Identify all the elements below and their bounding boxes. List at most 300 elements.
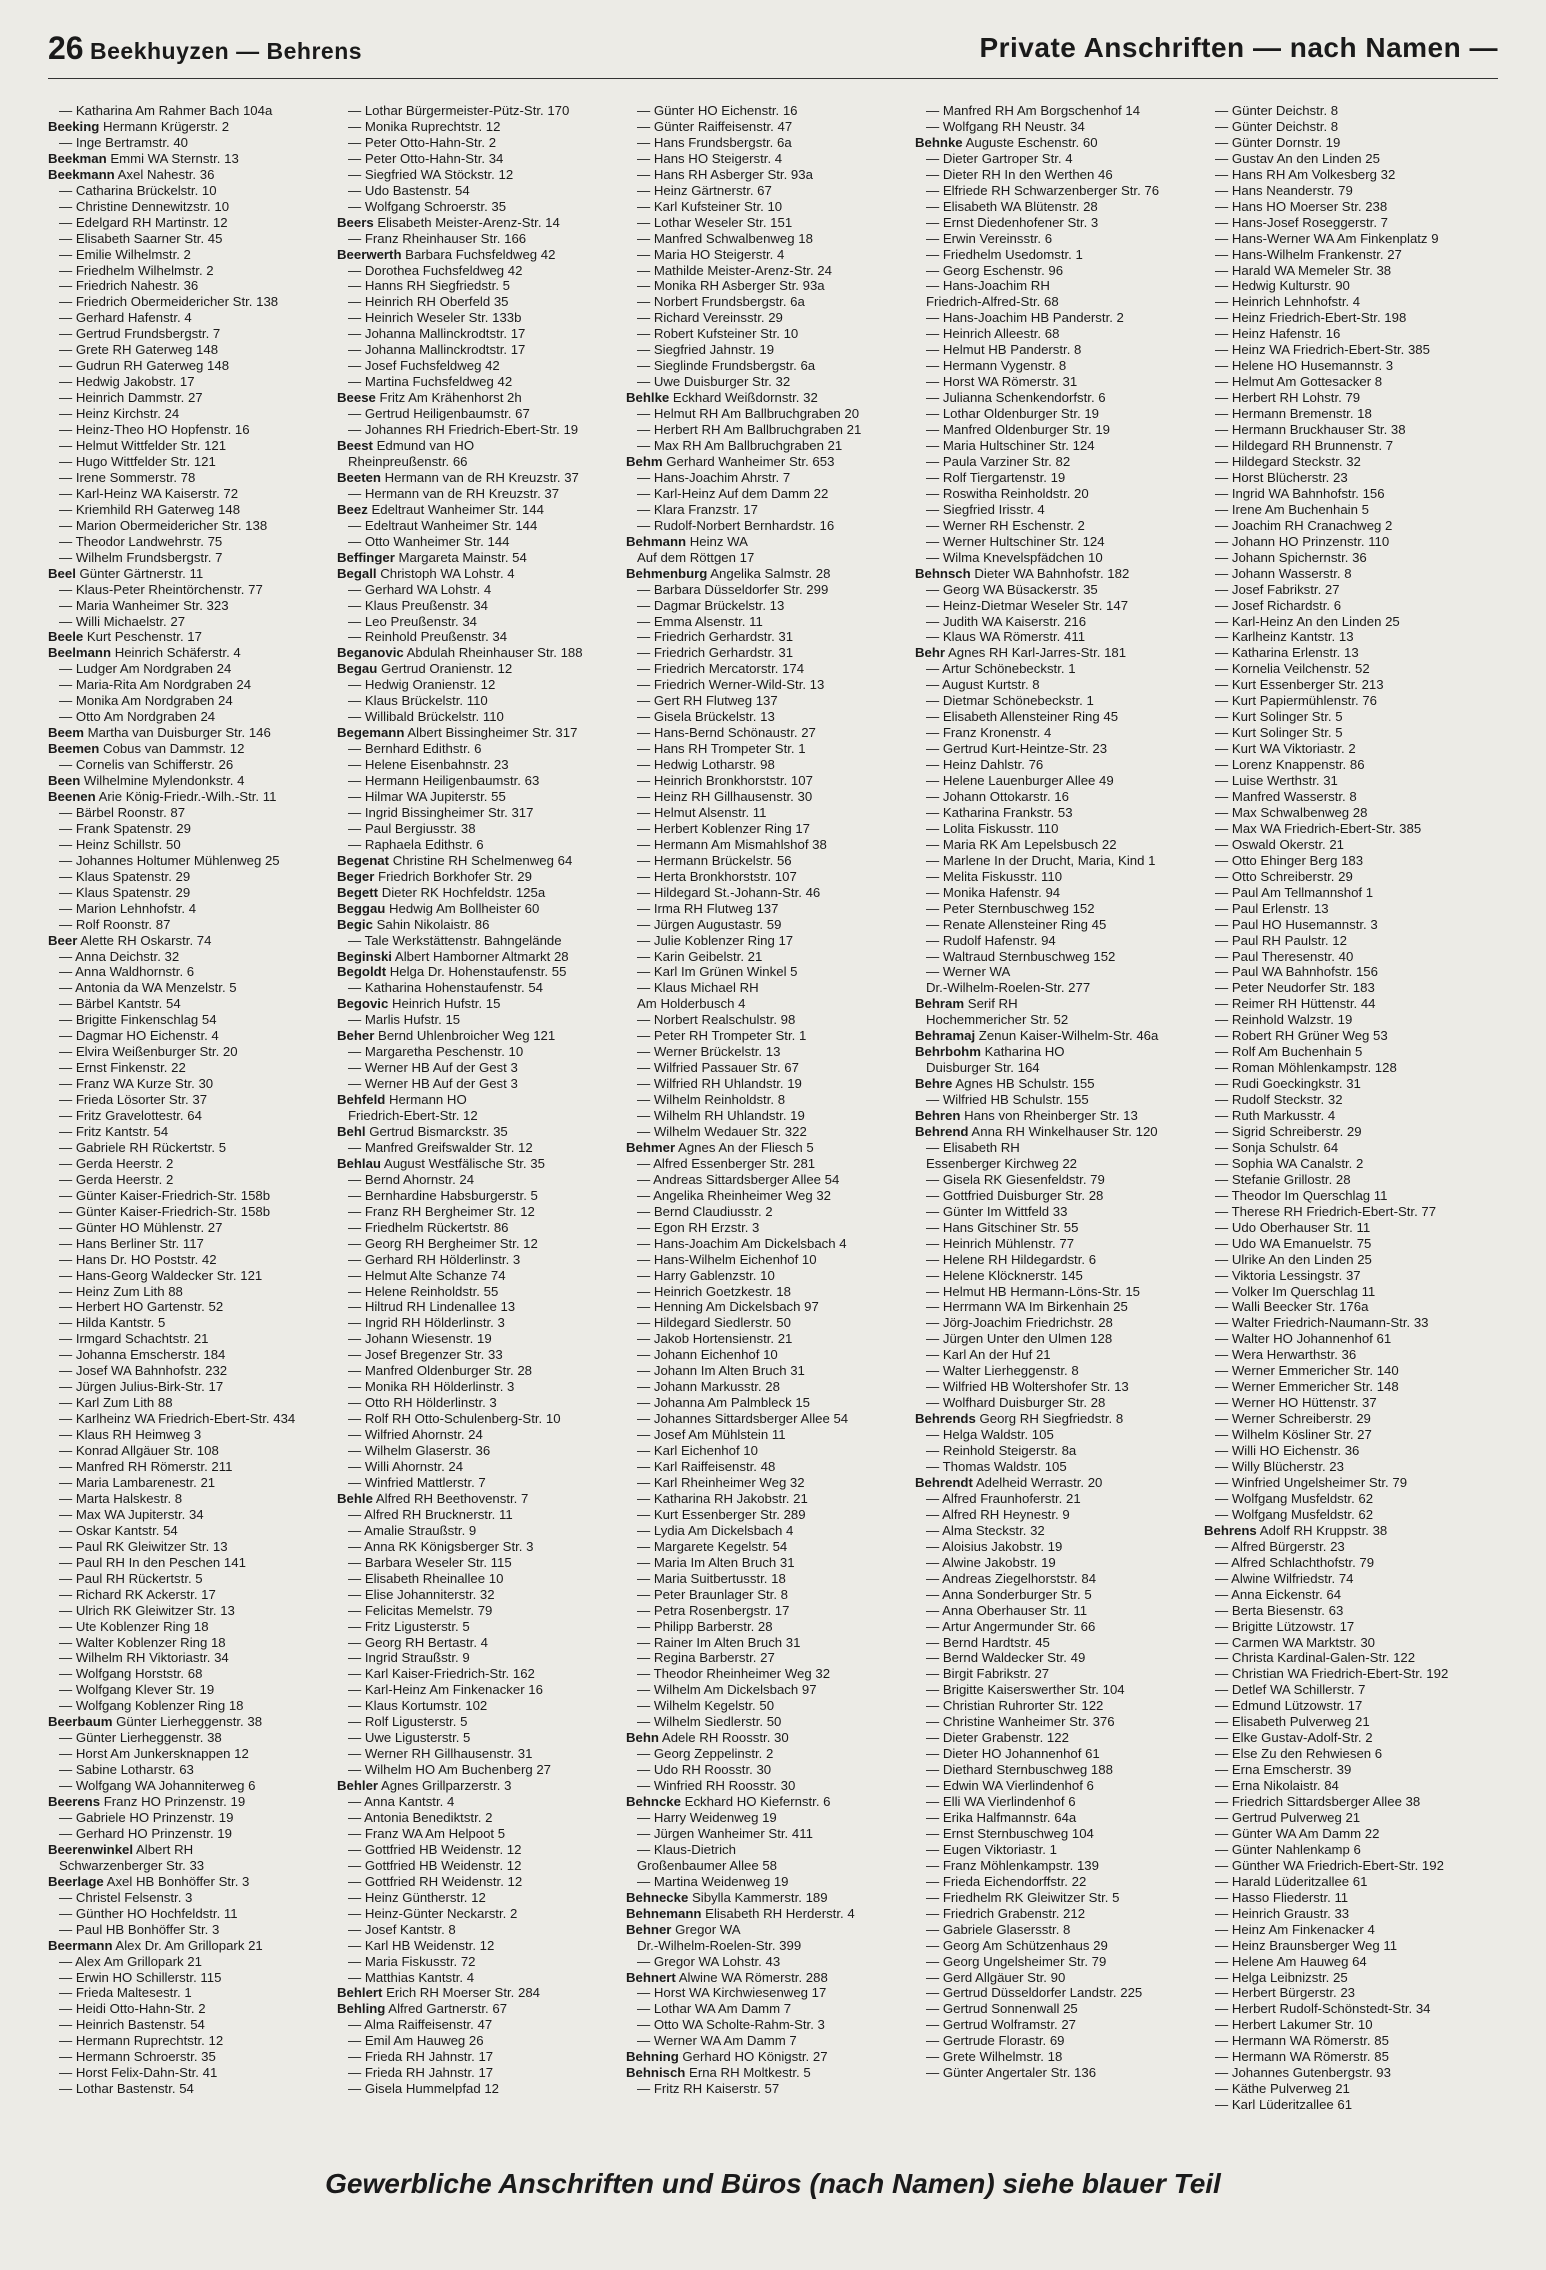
listing-entry: — Heinz Am Finkenacker 4 [1215, 1921, 1375, 1937]
listing-entry: — Dagmar HO Eichenstr. 4 [59, 1028, 219, 1044]
surname-heading: Beerwerth [337, 246, 402, 262]
listing-continuation: Dr.-Wilhelm-Roelen-Str. 277 [926, 980, 1091, 996]
listing-entry: — Rudolf Hafenstr. 94 [926, 932, 1056, 948]
listing-entry: — Hans-Bernd Schönaustr. 27 [637, 725, 816, 741]
entry-detail: Alfred RH Beethovenstr. 7 [372, 1490, 529, 1506]
listing-entry: — Klaus-Dietrich [637, 1841, 736, 1857]
listing-entry: — Gerda Heerstr. 2 [59, 1155, 174, 1171]
listing-entry: — Ingrid Straußstr. 9 [348, 1650, 470, 1666]
listing-entry: — Theodor Landwehrstr. 75 [59, 533, 223, 549]
listing-entry: — Peter RH Trompeter Str. 1 [637, 1028, 807, 1044]
listing-entry: — Heinz Dahlstr. 76 [926, 757, 1044, 773]
listing-entry: — Peter Braunlager Str. 8 [637, 1586, 788, 1602]
listing-entry: — Friedrich Werner-Wild-Str. 13 [637, 677, 825, 693]
listing-entry: — Maria-Rita Am Nordgraben 24 [59, 677, 252, 693]
listing-entry: — Horst WA Römerstr. 31 [926, 374, 1078, 390]
entry-detail: Erna RH Moltkestr. 5 [685, 2065, 811, 2081]
listing-entry: — Matthias Kantstr. 4 [348, 1969, 475, 1985]
listing-entry: — Ingrid Bissingheimer Str. 317 [348, 804, 534, 820]
listing-entry: — Heinrich Alleestr. 68 [926, 326, 1060, 342]
surname-entry [48, 645, 333, 661]
surname-entry [626, 1730, 911, 1746]
entry-detail: Arie König-Friedr.-Wilh.-Str. 11 [95, 788, 277, 804]
surname-heading: Behlke [626, 390, 670, 406]
listing-entry: — Brigitte Finkenschlag 54 [59, 1012, 217, 1028]
listing-entry: — Helmut HB Panderstr. 8 [926, 342, 1082, 358]
surname-entry [337, 390, 622, 406]
listing-entry: — Wolfgang WA Johanniterweg 6 [59, 1778, 256, 1794]
listing-entry: — Karl-Heinz An den Linden 25 [1215, 613, 1400, 629]
listing-entry: — Peter Neudorfer Str. 183 [1215, 980, 1375, 996]
listing-entry: — Maria Hultschiner Str. 124 [926, 438, 1095, 454]
listing-entry: — Werner HB Auf der Gest 3 [348, 1060, 518, 1076]
listing-entry: — Lothar Bastenstr. 54 [59, 2081, 194, 2097]
surname-entry [337, 438, 622, 454]
surname-heading: Behling [337, 2001, 386, 2017]
listing-entry: — Thomas Waldstr. 105 [926, 1459, 1067, 1475]
listing-entry: — Antonia Benediktstr. 2 [348, 1809, 493, 1825]
listing-entry: — Siegfried WA Stöckstr. 12 [348, 166, 514, 182]
listing-entry: — Inge Bertramstr. 40 [59, 134, 188, 150]
listing-continuation: Friedrich-Alfred-Str. 68 [926, 294, 1059, 310]
listing-entry: — Gottfried HB Weidenstr. 12 [348, 1857, 522, 1873]
header-name-range: Beekhuyzen — Behrens [90, 38, 363, 64]
listing-entry: — Helene Am Hauweg 64 [1215, 1953, 1367, 1969]
listing-entry: — Günter WA Am Damm 22 [1215, 1825, 1380, 1841]
entry-detail: Friedrich Borkhofer Str. 29 [374, 868, 532, 884]
listing-entry: — Harald Lüderitzallee 61 [1215, 1873, 1368, 1889]
listing-entry: — Lothar WA Am Damm 7 [637, 2001, 792, 2017]
header-rule [48, 78, 1498, 79]
listing-entry: — Friedrich Gerhardstr. 31 [637, 629, 794, 645]
listing-entry: — Franz Möhlenkampstr. 139 [926, 1857, 1099, 1873]
surname-entry [626, 2065, 911, 2081]
listing-entry: — Peter Sternbuschweg 152 [926, 900, 1095, 916]
listing-entry: — Josef Fabrikstr. 27 [1215, 581, 1340, 597]
listing-entry: — Anna Sonderburger Str. 5 [926, 1586, 1092, 1602]
listing-entry: — Udo Bastenstr. 54 [348, 182, 470, 198]
listing-entry: — Oswald Okerstr. 21 [1215, 836, 1344, 852]
surname-entry [48, 1842, 333, 1858]
listing-entry: — Heinz-Dietmar Weseler Str. 147 [926, 597, 1129, 613]
entry-detail: Adele RH Roosstr. 30 [658, 1730, 789, 1746]
listing-entry: — Fritz Gravelottestr. 64 [59, 1108, 202, 1124]
entry-detail: Heinz WA [686, 533, 748, 549]
listing-entry: — Lorenz Knappenstr. 86 [1215, 757, 1365, 773]
listing-entry: — Theodor Im Querschlag 11 [1215, 1187, 1388, 1203]
listing-entry: — Gregor WA Lohstr. 43 [637, 1953, 781, 1969]
surname-heading: Behler [337, 1778, 379, 1794]
listing-entry: — Hermann Vygenstr. 8 [926, 358, 1067, 374]
listing-entry: — Hermann Am Mismahlshof 38 [637, 836, 827, 852]
listing-entry: — Karl Rheinheimer Weg 32 [637, 1474, 805, 1490]
listing-entry: — Gottfried HB Weidenstr. 12 [348, 1841, 522, 1857]
entry-detail: Dieter WA Bahnhofstr. 182 [970, 565, 1130, 581]
entry-detail: Edeltraut Wanheimer Str. 144 [367, 501, 544, 517]
listing-entry: — Carmen WA Marktstr. 30 [1215, 1634, 1375, 1650]
entry-detail: Alex Dr. Am Grillopark 21 [112, 1937, 263, 1953]
listing-entry: — Manfred Oldenburger Str. 28 [348, 1363, 532, 1379]
listing-entry: — Johanna Emscherstr. 184 [59, 1347, 226, 1363]
surname-entry [626, 454, 911, 470]
listing-entry: — Max RH Am Ballbruchgraben 21 [637, 438, 843, 454]
listing-entry: — Christian Ruhrorter Str. 122 [926, 1698, 1104, 1714]
listing-entry: — Wilhelm Reinholdstr. 8 [637, 1092, 786, 1108]
listing-continuation: Rheinpreußenstr. 66 [348, 453, 468, 469]
entry-detail: Agnes An der Fliesch 5 [675, 1139, 814, 1155]
listing-entry: — Wilfried Passauer Str. 67 [637, 1060, 799, 1076]
listing-entry: — Sophia WA Canalstr. 2 [1215, 1155, 1364, 1171]
listing-entry: — Frieda RH Jahnstr. 17 [348, 2049, 494, 2065]
surname-entry [915, 1044, 1200, 1060]
listing-entry: — Gustav An den Linden 25 [1215, 150, 1380, 166]
listing-entry: — Peter Otto-Hahn-Str. 34 [348, 150, 504, 166]
listing-entry: — Hermann WA Römerstr. 85 [1215, 2049, 1389, 2065]
listing-entry: — Margaretha Peschenstr. 10 [348, 1044, 524, 1060]
listing-continuation: Schwarzenberger Str. 33 [59, 1857, 205, 1873]
entry-detail: Wilhelmine Mylendonkstr. 4 [80, 773, 245, 789]
listing-entry: — Rolf Tiergartenstr. 19 [926, 469, 1066, 485]
listing-entry: — Bernhardine Habsburgerstr. 5 [348, 1187, 538, 1203]
listing-entry: — Jürgen Unter den Ulmen 128 [926, 1331, 1113, 1347]
listing-entry: — Klaus Michael RH [637, 980, 759, 996]
listing-entry: — Otto Am Nordgraben 24 [59, 709, 216, 725]
surname-heading: Behren [915, 1108, 961, 1124]
entry-detail: Serif RH [964, 996, 1018, 1012]
listing-entry: — Gottfried Duisburger Str. 28 [926, 1187, 1104, 1203]
listing-entry: — Wilhelm Glaserstr. 36 [348, 1443, 491, 1459]
listing-entry: — Hedwig Kulturstr. 90 [1215, 278, 1350, 294]
listing-entry: — Karl Lüderitzallee 61 [1215, 2097, 1353, 2113]
listing-entry: — Oskar Kantstr. 54 [59, 1522, 178, 1538]
listing-entry: — Reinhold Walzstr. 19 [1215, 1012, 1353, 1028]
listing-entry: — Wolfgang Klever Str. 19 [59, 1682, 215, 1698]
listing-entry: — Frank Spatenstr. 29 [59, 820, 191, 836]
listing-entry: — Helene RH Hildegardstr. 6 [926, 1251, 1097, 1267]
listing-entry: — Klaus Brückelstr. 110 [348, 693, 488, 709]
listing-entry: — Hans RH Asberger Str. 93a [637, 166, 813, 182]
entry-detail: Cobus van Dammstr. 12 [99, 741, 245, 757]
surname-heading: Beese [337, 390, 376, 406]
listing-entry: — Elvira Weißenburger Str. 20 [59, 1044, 238, 1060]
listing-entry: — Maria Fiskusstr. 72 [348, 1953, 476, 1969]
listing-entry: — Hermann Ruprechtstr. 12 [59, 2033, 224, 2049]
surname-heading: Beemen [48, 741, 100, 757]
listing-entry: — Anna Deichstr. 32 [59, 948, 180, 964]
listing-entry: — Franz RH Bergheimer Str. 12 [348, 1203, 535, 1219]
listing-entry: — Helmut HB Hermann-Löns-Str. 15 [926, 1283, 1141, 1299]
surname-heading: Behnisch [626, 2065, 686, 2081]
listing-entry: — Wilhelm RH Viktoriastr. 34 [59, 1650, 229, 1666]
listing-entry: — Bernd Hardtstr. 45 [926, 1634, 1050, 1650]
listing-entry: — Georg Am Schützenhaus 29 [926, 1937, 1108, 1953]
listing-entry: — Franz Kronenstr. 4 [926, 725, 1052, 741]
surname-heading: Behl [337, 1124, 366, 1139]
listing-entry: — Karl-Heinz WA Kaiserstr. 72 [59, 485, 239, 501]
listing-entry: — Heinrich Bastenstr. 54 [59, 2017, 205, 2033]
listing-entry: — Winfried RH Roosstr. 30 [637, 1778, 796, 1794]
listing-continuation: Hochemmericher Str. 52 [926, 1012, 1069, 1028]
surname-heading: Beger [337, 868, 375, 884]
listing-entry: — Gerhard WA Lohstr. 4 [348, 581, 492, 597]
listing-entry: — Catharina Brückelstr. 10 [59, 182, 217, 198]
listing-entry: — Klaus RH Heimweg 3 [59, 1427, 202, 1443]
surname-heading: Beganovic [337, 645, 404, 661]
listing-entry: — Katharina Frankstr. 53 [926, 804, 1073, 820]
listing-entry: — Hilda Kantstr. 5 [59, 1315, 166, 1331]
listing-entry: — Elfriede RH Schwarzenberger Str. 76 [926, 182, 1160, 198]
listing-entry: — Dorothea Fuchsfeldweg 42 [348, 262, 523, 278]
surname-entry [48, 1794, 333, 1810]
listing-entry: — Kurt Solinger Str. 5 [1215, 725, 1343, 741]
listing-entry: — Wilma Knevelspfädchen 10 [926, 549, 1103, 565]
entry-detail: Alfred Gartnerstr. 67 [385, 2001, 508, 2017]
listing-entry: — Alfred RH Brucknerstr. 11 [348, 1506, 513, 1522]
listing-entry: — Hermann Brückelstr. 56 [637, 852, 792, 868]
listing-continuation: Duisburger Str. 164 [926, 1060, 1040, 1076]
listing-entry: — Heinz Kirchstr. 24 [59, 406, 180, 422]
listing-entry: — Konrad Allgäuer Str. 108 [59, 1443, 219, 1459]
listing-entry: — Hermann WA Römerstr. 85 [1215, 2033, 1389, 2049]
listing-entry: — Heinrich Mühlenstr. 77 [926, 1235, 1075, 1251]
directory-column-4 [915, 103, 1200, 2123]
surname-heading: Behlau [337, 1155, 381, 1171]
surname-entry [337, 566, 622, 582]
listing-entry: — Elisabeth Saarner Str. 45 [59, 230, 223, 246]
listing-entry: — Marlis Hufstr. 15 [348, 1012, 461, 1028]
surname-heading: Behrens [1204, 1522, 1257, 1538]
surname-entry [48, 566, 333, 582]
surname-entry [626, 1970, 911, 1986]
surname-heading: Behram [915, 996, 965, 1012]
listing-entry: — Gertrude Florastr. 69 [926, 2033, 1065, 2049]
entry-detail: Franz HO Prinzenstr. 19 [100, 1794, 246, 1810]
surname-entry [915, 1124, 1200, 1140]
listing-entry: — Siegfried Irisstr. 4 [926, 501, 1045, 517]
listing-entry: — Harry Gablenzstr. 10 [637, 1267, 775, 1283]
surname-entry [915, 1475, 1200, 1491]
listing-entry: — Werner Emmericher Str. 140 [1215, 1363, 1399, 1379]
listing-entry: — Irmgard Schachtstr. 21 [59, 1331, 209, 1347]
listing-entry: — Heinz Hafenstr. 16 [1215, 326, 1341, 342]
listing-entry: — Hildegard RH Brunnenstr. 7 [1215, 438, 1394, 454]
surname-heading: Beel [48, 565, 76, 581]
listing-entry: — Bärbel Kantstr. 54 [59, 996, 181, 1012]
listing-entry: — Josef Kantstr. 8 [348, 1921, 456, 1937]
page-number: 26 [48, 30, 84, 66]
listing-entry: — Heinz Braunsberger Weg 11 [1215, 1937, 1398, 1953]
listing-entry: — Gerhard RH Hölderlinstr. 3 [348, 1251, 521, 1267]
surname-entry [337, 869, 622, 885]
listing-entry: — Wilhelm Frundsbergstr. 7 [59, 549, 223, 565]
listing-entry: — Hanns RH Siegfriedstr. 5 [348, 278, 510, 294]
listing-entry: — Johannes Holtumer Mühlenweg 25 [59, 852, 280, 868]
surname-entry [337, 1028, 622, 1044]
entry-detail: Angelika Salmstr. 28 [707, 565, 831, 581]
listing-entry: — Andreas Sittardsberger Allee 54 [637, 1171, 840, 1187]
listing-entry: — Johanna Am Palmbleck 15 [637, 1395, 810, 1411]
listing-entry: — Waltraud Sternbuschweg 152 [926, 948, 1116, 964]
listing-entry: — Angelika Rheinheimer Weg 32 [637, 1187, 832, 1203]
listing-entry: — Manfred Wasserstr. 8 [1215, 788, 1357, 804]
entry-detail: Kurt Peschenstr. 17 [83, 629, 202, 645]
listing-entry: — Werner Schreiberstr. 29 [1215, 1411, 1371, 1427]
directory-column-3 [626, 103, 911, 2123]
surname-entry [915, 1108, 1200, 1124]
listing-entry: — Marlene In der Drucht, Maria, Kind 1 [926, 852, 1156, 868]
listing-entry: — Paul RH In den Peschen 141 [59, 1554, 246, 1570]
listing-entry: — Gertrud Düsseldorfer Landstr. 225 [926, 1985, 1143, 2001]
listing-entry: — Katharina Am Rahmer Bach 104a [59, 103, 273, 118]
surname-heading: Beer [48, 932, 78, 948]
listing-entry: — Antonia da WA Menzelstr. 5 [59, 980, 237, 996]
listing-entry: — Jürgen Julius-Birk-Str. 17 [59, 1379, 224, 1395]
surname-entry [915, 996, 1200, 1012]
entry-detail: Hedwig Am Bollheister 60 [385, 900, 540, 916]
entry-detail: Alwine WA Römerstr. 288 [675, 1969, 828, 1985]
listing-entry: — Georg RH Bergheimer Str. 12 [348, 1235, 538, 1251]
listing-entry: — Wilhelm RH Uhlandstr. 19 [637, 1108, 805, 1124]
listing-entry: — Friedrich Mercatorstr. 174 [637, 661, 805, 677]
listing-entry: — Hans-Joachim RH [926, 278, 1050, 294]
listing-entry: — Richard Vereinsstr. 29 [637, 310, 783, 326]
listing-entry: — Walter Friedrich-Naumann-Str. 33 [1215, 1315, 1429, 1331]
listing-entry: — Klaus Spatenstr. 29 [59, 868, 191, 884]
listing-entry: — Irene Am Buchenhain 5 [1215, 501, 1369, 517]
listing-entry: — Alwine Jakobstr. 19 [926, 1554, 1056, 1570]
listing-entry: — Reinhold Steigerstr. 8a [926, 1443, 1077, 1459]
listing-entry: — Gerhard Hafenstr. 4 [59, 310, 192, 326]
listing-entry: — Karl Kufsteiner Str. 10 [637, 198, 783, 214]
listing-entry: — Edelgard RH Martinstr. 12 [59, 214, 228, 230]
listing-entry: — Martina Weidenweg 19 [637, 1873, 789, 1889]
listing-entry: — Josef Bregenzer Str. 33 [348, 1347, 503, 1363]
listing-entry: — Norbert Realschulstr. 98 [637, 1012, 796, 1028]
listing-entry: — Günther WA Friedrich-Ebert-Str. 192 [1215, 1857, 1444, 1873]
listing-entry: — Friedrich Sittardsberger Allee 38 [1215, 1794, 1421, 1810]
listing-entry: — Sonja Schulstr. 64 [1215, 1139, 1339, 1155]
listing-entry: — Edwin WA Vierlindenhof 6 [926, 1778, 1094, 1794]
entry-detail: Günter Lierheggenstr. 38 [112, 1714, 263, 1730]
listing-continuation: Am Holderbusch 4 [637, 996, 746, 1012]
entry-detail: Heinrich Schäferstr. 4 [111, 645, 241, 661]
listing-entry: — Günter Nahlenkamp 6 [1215, 1841, 1361, 1857]
listing-entry: — Jörg-Joachim Friedrichstr. 28 [926, 1315, 1113, 1331]
listing-entry: — Heinz Friedrich-Ebert-Str. 198 [1215, 310, 1407, 326]
listing-entry: — Manfred Oldenburger Str. 19 [926, 422, 1110, 438]
entry-detail: Eckhard Weißdornstr. 32 [669, 390, 818, 406]
listing-entry: — Gisela Hummelpfad 12 [348, 2081, 499, 2097]
listing-entry: — Anna Eickenstr. 64 [1215, 1586, 1342, 1602]
entry-detail: Christine RH Schelmenweg 64 [389, 852, 573, 868]
listing-entry: — Christine Dennewitzstr. 10 [59, 198, 230, 214]
surname-entry [626, 534, 911, 550]
listing-entry: — Josef Richardstr. 6 [1215, 597, 1342, 613]
listing-entry: — Otto Ehinger Berg 183 [1215, 852, 1364, 868]
surname-heading: Behn [626, 1730, 659, 1746]
listing-entry: — Roswitha Reinholdstr. 20 [926, 485, 1089, 501]
surname-heading: Begau [337, 661, 378, 677]
entry-detail: Sahin Nikolaistr. 86 [372, 916, 490, 932]
listing-entry: — Alwine Wilfriedstr. 74 [1215, 1570, 1354, 1586]
surname-heading: Behnemann [626, 1905, 702, 1921]
listing-entry: — Wilhelm Kegelstr. 50 [637, 1698, 775, 1714]
surname-entry [48, 773, 333, 789]
listing-entry: — Hildegard Siedlerstr. 50 [637, 1315, 791, 1331]
surname-entry [337, 247, 622, 263]
listing-entry: — Johanna Mallinckrodtstr. 17 [348, 342, 526, 358]
listing-entry: — Gertrud Sonnenwall 25 [926, 2001, 1078, 2017]
listing-entry: — Helmut Wittfelder Str. 121 [59, 438, 227, 454]
listing-entry: — Grete RH Gaterweg 148 [59, 342, 219, 358]
listing-entry: — Sigrid Schreiberstr. 29 [1215, 1124, 1362, 1139]
listing-entry: — Elisabeth Allensteiner Ring 45 [926, 709, 1119, 725]
listing-entry: — Paul HO Husemannstr. 3 [1215, 916, 1378, 932]
listing-entry: — Max Schwalbenweg 28 [1215, 804, 1368, 820]
entry-detail: Sibylla Kammerstr. 189 [688, 1889, 828, 1905]
surname-entry [337, 1156, 622, 1172]
listing-entry: — Klara Franzstr. 17 [637, 501, 758, 517]
listing-entry: — Marion Lehnhofstr. 4 [59, 900, 197, 916]
listing-entry: — Klaus Preußenstr. 34 [348, 597, 489, 613]
entry-detail: Eckhard HO Kiefernstr. 6 [680, 1794, 831, 1810]
listing-entry: — Otto WA Scholte-Rahm-Str. 3 [637, 2017, 825, 2033]
listing-entry: — Helmut Am Gottesacker 8 [1215, 374, 1383, 390]
listing-entry: — Karl Kaiser-Friedrich-Str. 162 [348, 1666, 535, 1682]
listing-entry: — Renate Allensteiner Ring 45 [926, 916, 1107, 932]
listing-entry: — Viktoria Lessingstr. 37 [1215, 1267, 1361, 1283]
entry-detail: Martha van Duisburger Str. 146 [83, 725, 271, 741]
listing-entry: — Friedrich Obermeidericher Str. 138 [59, 294, 279, 310]
listing-entry: — Horst Felix-Dahn-Str. 41 [59, 2065, 218, 2081]
listing-entry: — Karlheinz Kantstr. 13 [1215, 629, 1354, 645]
surname-entry [337, 1778, 622, 1794]
listing-entry: — Ernst Sternbuschweg 104 [926, 1825, 1094, 1841]
surname-heading: Behr [915, 645, 946, 661]
listing-entry: — Klaus WA Römerstr. 411 [926, 629, 1086, 645]
listing-entry: — Gertrud Wolframstr. 27 [926, 2017, 1076, 2033]
listing-entry: — Paul Erlenstr. 13 [1215, 900, 1329, 916]
listing-entry: — Elisabeth Pulverweg 21 [1215, 1714, 1370, 1730]
listing-entry: — Maria Wanheimer Str. 323 [59, 597, 229, 613]
listing-entry: — Wolfgang Musfeldstr. 62 [1215, 1490, 1374, 1506]
listing-entry: — Sabine Lotharstr. 63 [59, 1762, 194, 1778]
listing-entry: — Roman Möhlenkampstr. 128 [1215, 1060, 1397, 1076]
listing-entry: — Reimer RH Hüttenstr. 44 [1215, 996, 1376, 1012]
listing-entry: — Robert Kufsteiner Str. 10 [637, 326, 799, 342]
entry-detail: Fritz Am Krähenhorst 2h [375, 390, 522, 406]
listing-entry: — Rudi Goeckingkstr. 31 [1215, 1076, 1361, 1092]
listing-entry: — Raphaela Edithstr. 6 [348, 836, 484, 852]
listing-entry: — Johann Markusstr. 28 [637, 1379, 780, 1395]
listing-entry: — Heidi Otto-Hahn-Str. 2 [59, 2001, 206, 2017]
listing-entry: — Mathilde Meister-Arenz-Str. 24 [637, 262, 832, 278]
listing-entry: — Maria Suitbertusstr. 18 [637, 1570, 786, 1586]
listing-entry: — Rolf RH Otto-Schulenberg-Str. 10 [348, 1411, 561, 1427]
listing-entry: — Kurt Essenberger Str. 289 [637, 1506, 806, 1522]
entry-detail: Katharina HO [980, 1044, 1065, 1060]
surname-entry [337, 949, 622, 965]
listing-entry: — Josef Fuchsfeldweg 42 [348, 358, 500, 374]
listing-entry: — Horst Blücherstr. 23 [1215, 469, 1348, 485]
surname-entry [337, 1491, 622, 1507]
directory-column-5 [1204, 103, 1489, 2123]
listing-entry: — Herbert HO Gartenstr. 52 [59, 1299, 224, 1315]
listing-entry: — Christian WA Friedrich-Ebert-Str. 192 [1215, 1666, 1449, 1682]
listing-entry: — Gisela RK Giesenfeldstr. 79 [926, 1171, 1105, 1187]
listing-entry: — Lothar Bürgermeister-Pütz-Str. 170 [348, 103, 570, 118]
listing-entry: — Anna RK Königsberger Str. 3 [348, 1538, 534, 1554]
